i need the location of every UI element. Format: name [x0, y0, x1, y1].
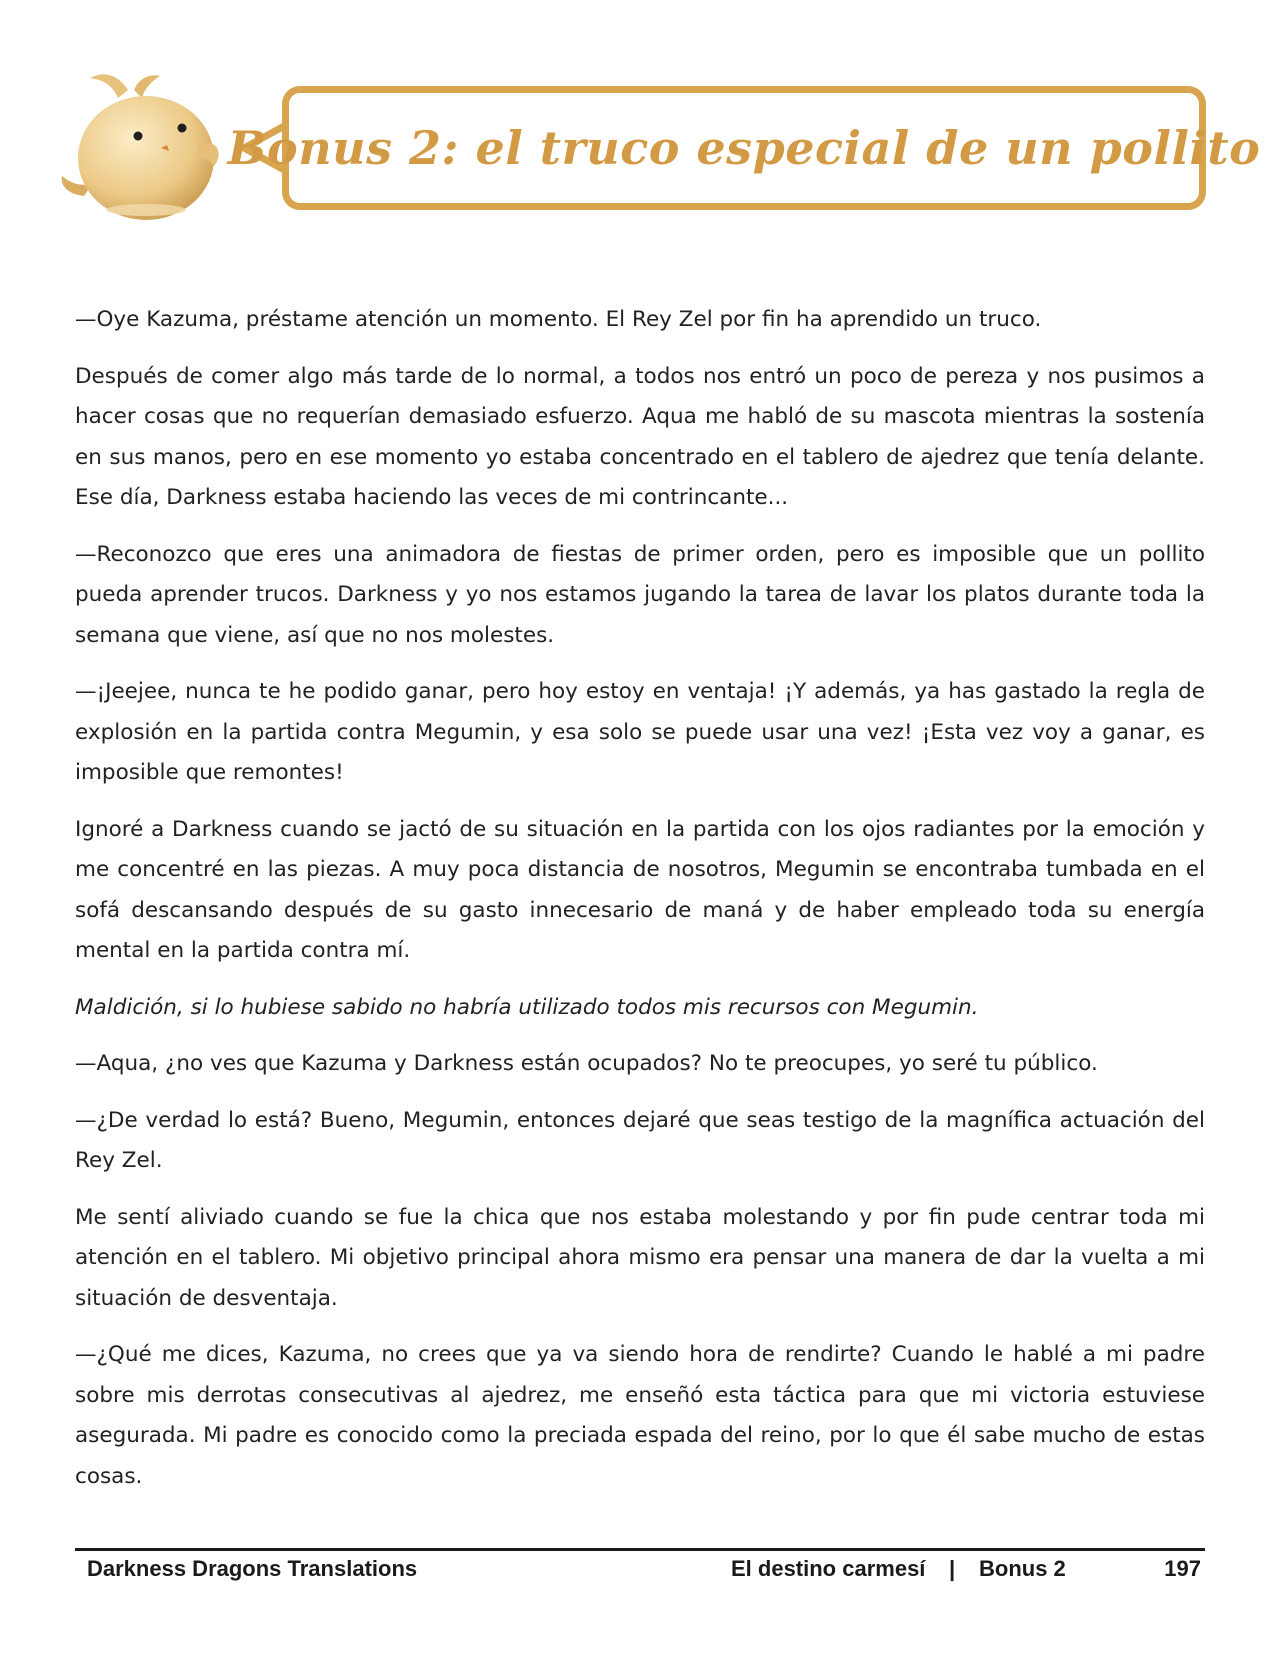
paragraph: —Reconozco que eres una animadora de fiestas de primer orden, pero es imposible que un pollito pueda aprender trucos. Darkness y yo nos estamos jugando la tarea de lavar los platos durante toda la semana que viene, así que no nos molestes. [75, 541, 1205, 648]
paragraph: —¡Jeejee, nunca te he podido ganar, pero hoy estoy en ventaja! ¡Y además, ya has gastado la regla de explosión en la partida contra Megumin, y esa solo se puede usar una vez! ¡Esta vez voy a ganar, es imposible que remontes! [75, 679, 1205, 785]
footer-separator: | [949, 1556, 956, 1581]
body-text [75, 300, 1205, 1513]
paragraph: —¿Qué me dices, Kazuma, no crees que ya va siendo hora de rendirte? Cuando le hablé a mi padre sobre mis derrotas consecutivas al ajedrez, me enseñó esta táctica para que mi victoria estuviese asegurada. Mi padre es conocido como la preciada espada del reino, por lo que él sabe mucho de estas cosas. [75, 1342, 1205, 1489]
footer-translator: Darkness Dragons Translations [87, 1556, 418, 1581]
page-footer [87, 1556, 1205, 1592]
paragraph: —¿De verdad lo está? Bueno, Megumin, entonces dejaré que seas testigo de la magnífica actuación del Rey Zel. [75, 1107, 1205, 1173]
italic-thought-paragraph: Maldición, si lo hubiese sabido no habría utilizado todos mis recursos con Megumin. [75, 994, 979, 1020]
chapter-title: Bonus 2: el truco especial de un pollito [227, 121, 1261, 175]
paragraph: Me sentí aliviado cuando se fue la chica que nos estaba molestando y por fin pude centrar toda mi atención en el tablero. Mi objetivo principal ahora mismo era pensar una manera de dar la vuelta a mi situación de desventaja. [75, 1204, 1205, 1311]
page-number: 197 [1164, 1556, 1201, 1581]
paragraph: —Oye Kazuma, préstame atención un momento. El Rey Zel por fin ha aprendido un truco. [75, 307, 1042, 332]
footer-chapter: Bonus 2 [979, 1556, 1066, 1581]
paragraph: —Aqua, ¿no ves que Kazuma y Darkness están ocupados? No te preocupes, yo seré tu público. [75, 1051, 1098, 1076]
footer-divider [75, 1548, 1205, 1551]
paragraph: Ignoré a Darkness cuando se jactó de su situación en la partida con los ojos radiantes por la emoción y me concentré en las piezas. A muy poca distancia de nosotros, Megumin se encontraba tumbada en el sofá descansando después de su gasto innecesario de maná y de haber empleado toda su energía mental en la partida contra mí. [75, 816, 1205, 963]
chick-icon [58, 68, 228, 228]
paragraph: Después de comer algo más tarde de lo normal, a todos nos entró un poco de pereza y nos pusimos a hacer cosas que no requerían demasiado esfuerzo. Aqua me habló de su mascota mientras la sostenía en sus manos, pero en ese momento yo estaba concentrado en el tablero de ajedrez que tenía delante. Ese día, Darkness estaba haciendo las veces de mi contrincante... [75, 363, 1205, 510]
footer-book-title: El destino carmesí [731, 1556, 926, 1581]
chapter-title-box [227, 86, 1261, 210]
